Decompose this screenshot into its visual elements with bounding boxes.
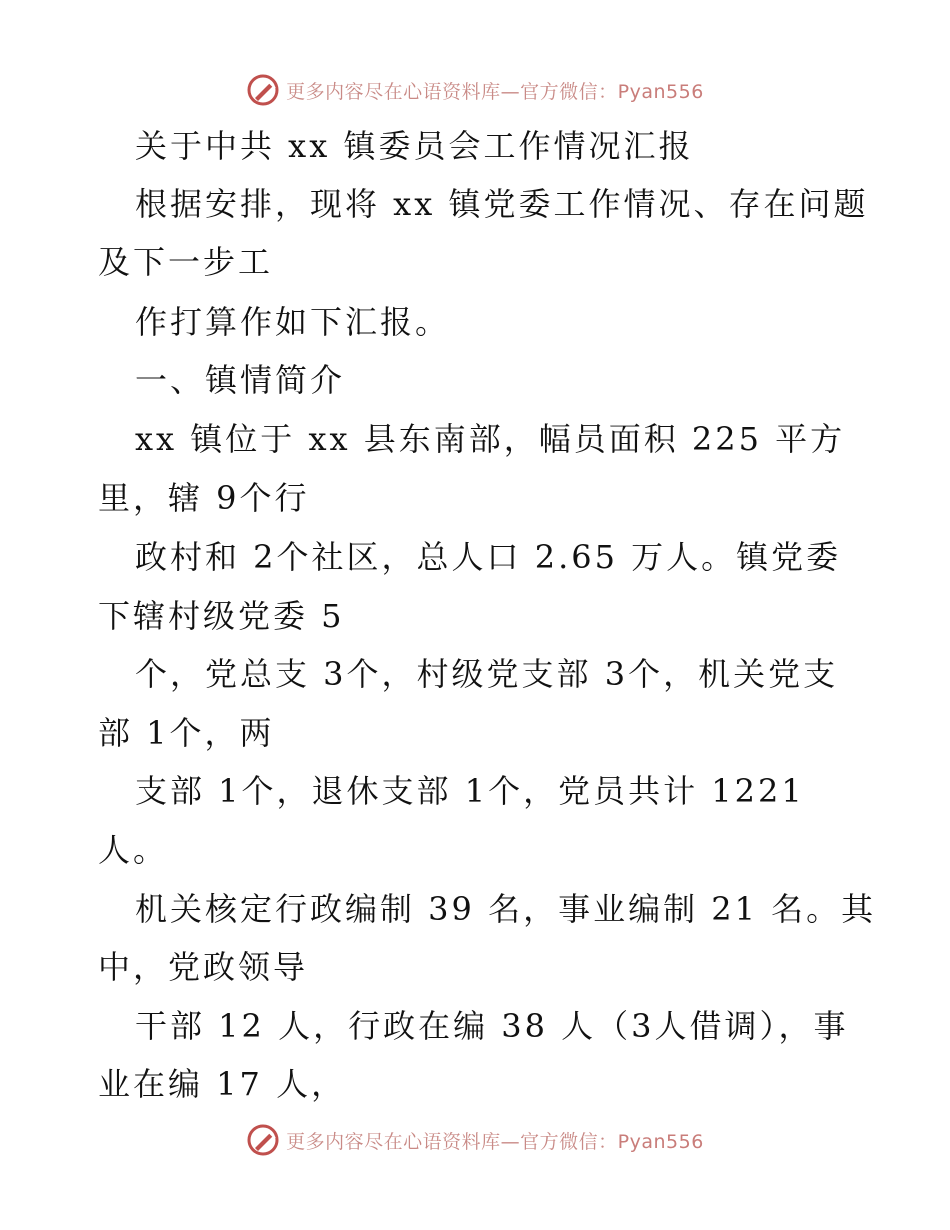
paragraph-line: 作打算作如下汇报。 <box>135 303 451 341</box>
quill-pen-logo-icon <box>246 1123 280 1157</box>
paragraph-line: 个，党总支 3个，村级党支部 3个，机关党支 <box>135 655 839 693</box>
quill-pen-logo-icon <box>246 73 280 107</box>
document-title: 关于中共 xx 镇委员会工作情况汇报 <box>135 127 694 165</box>
watermark-text: 更多内容尽在心语资料库—官方微信：Pyan556 <box>286 80 704 103</box>
paragraph-line: 支部 1个，退休支部 1个，党员共计 1221 <box>135 772 805 810</box>
header-watermark <box>0 70 950 110</box>
section-heading: 一、镇情简介 <box>135 361 346 399</box>
paragraph-line: 里，辖 9个行 <box>98 479 310 517</box>
paragraph-line: 根据安排，现将 xx 镇党委工作情况、存在问题 <box>135 185 869 223</box>
paragraph-line: 机关核定行政编制 39 名，事业编制 21 名。其 <box>135 890 877 928</box>
footer-watermark <box>0 1120 950 1160</box>
paragraph-line: 中，党政领导 <box>98 948 309 986</box>
watermark-wechat-id: Pyan556 <box>617 80 704 103</box>
watermark-text: 更多内容尽在心语资料库—官方微信：Pyan556 <box>286 1130 704 1153</box>
paragraph-line: xx 镇位于 xx 县东南部，幅员面积 225 平方 <box>135 420 846 458</box>
paragraph-line: 干部 12 人，行政在编 38 人（3人借调），事 <box>135 1007 849 1045</box>
paragraph-line: 及下一步工 <box>98 243 274 281</box>
watermark-wechat-id: Pyan556 <box>617 1130 704 1153</box>
paragraph-line: 政村和 2个社区，总人口 2.65 万人。镇党委 <box>135 538 842 576</box>
paragraph-line: 业在编 17 人， <box>98 1065 347 1103</box>
paragraph-line: 部 1个，两 <box>98 714 275 752</box>
paragraph-line: 人。 <box>98 831 169 869</box>
paragraph-line: 下辖村级党委 5 <box>98 597 345 635</box>
